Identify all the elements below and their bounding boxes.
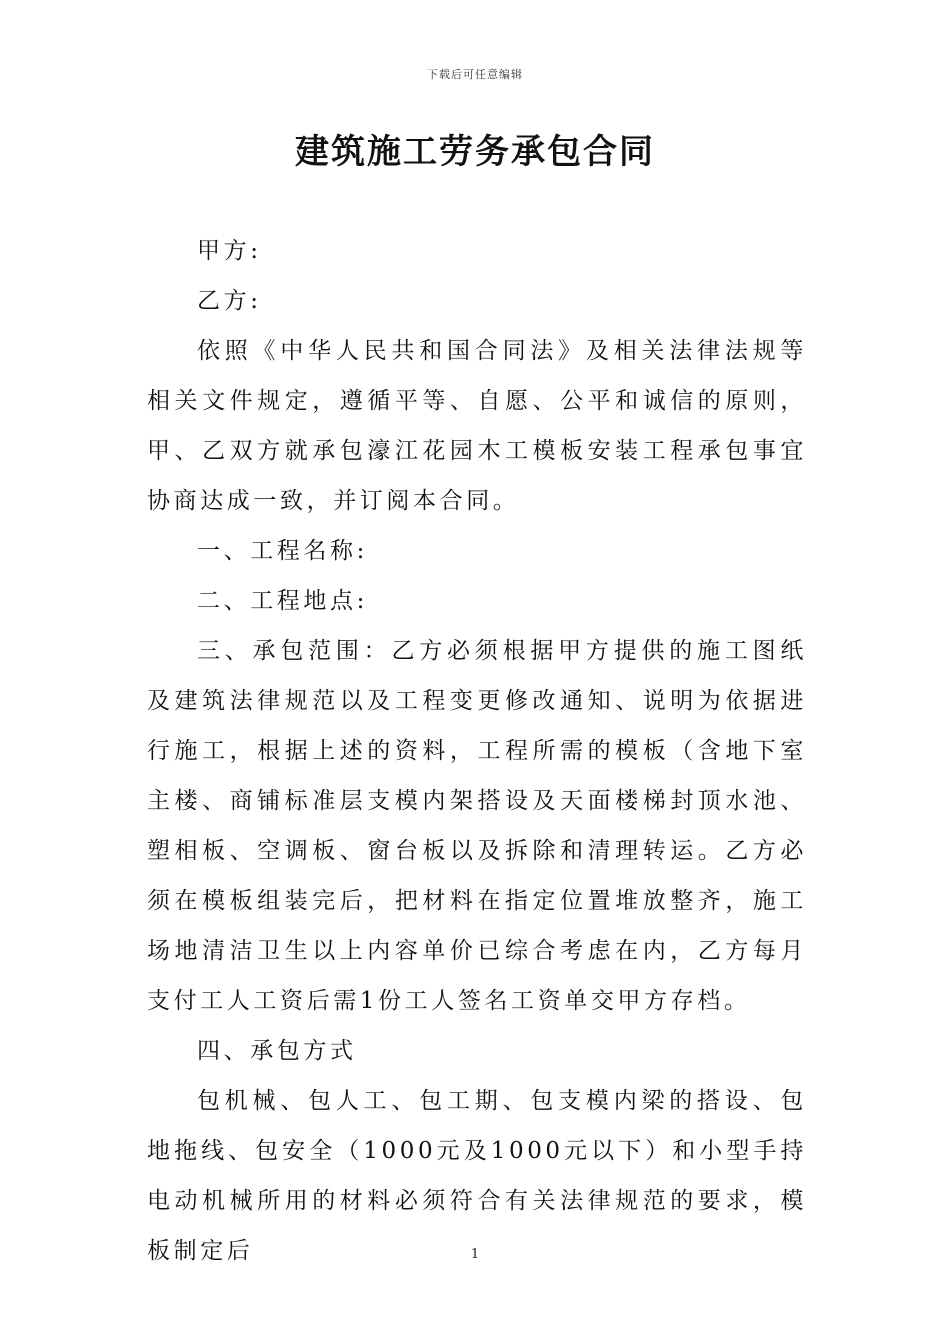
contract-method-paragraph: 包机械、包人工、包工期、包支模内梁的搭设、包地拖线、包安全（1000元及1000元以下）和小型手持电动机械所用的材料必须符合有关法律规范的要求，模板制定后 [147, 1088, 807, 1264]
section-contract-method-heading: 四、承包方式 [197, 1038, 357, 1064]
section-contract-scope: 三、承包范围：乙方必须根据甲方提供的施工图纸及建筑法律规范以及工程变更修改通知、说明为依据进行施工，根据上述的资料，工程所需的模板（含地下室主楼、商铺标准层支模内架搭设及天面楼梯封顶水池、塑相板、空调板、窗台板以及拆除和清理转运。乙方必须在模板组装完后，把材料在指定位置堆放整齐，施工场地清洁卫生以上内容单价已综合考虑在内，乙方每月支付工人工资后需1份工人签名工资单交甲方存档。 [147, 638, 807, 1014]
party-b-line: 乙方: [197, 288, 262, 314]
section-project-name: 一、工程名称: [197, 538, 368, 564]
header-note: 下载后可任意编辑 [427, 68, 523, 81]
party-a-line: 甲方: [197, 238, 262, 264]
document-body [147, 226, 807, 1276]
preamble-paragraph: 依照《中华人民共和国合同法》及相关法律法规等相关文件规定，遵循平等、自愿、公平和诚信的原则，甲、乙双方就承包濠江花园木工模板安装工程承包事宜协商达成一致，并订阅本合同。 [147, 338, 807, 514]
section-project-location: 二、工程地点: [197, 588, 368, 614]
page-number: 1 [470, 1247, 480, 1262]
document-title: 建筑施工劳务承包合同 [295, 132, 655, 172]
